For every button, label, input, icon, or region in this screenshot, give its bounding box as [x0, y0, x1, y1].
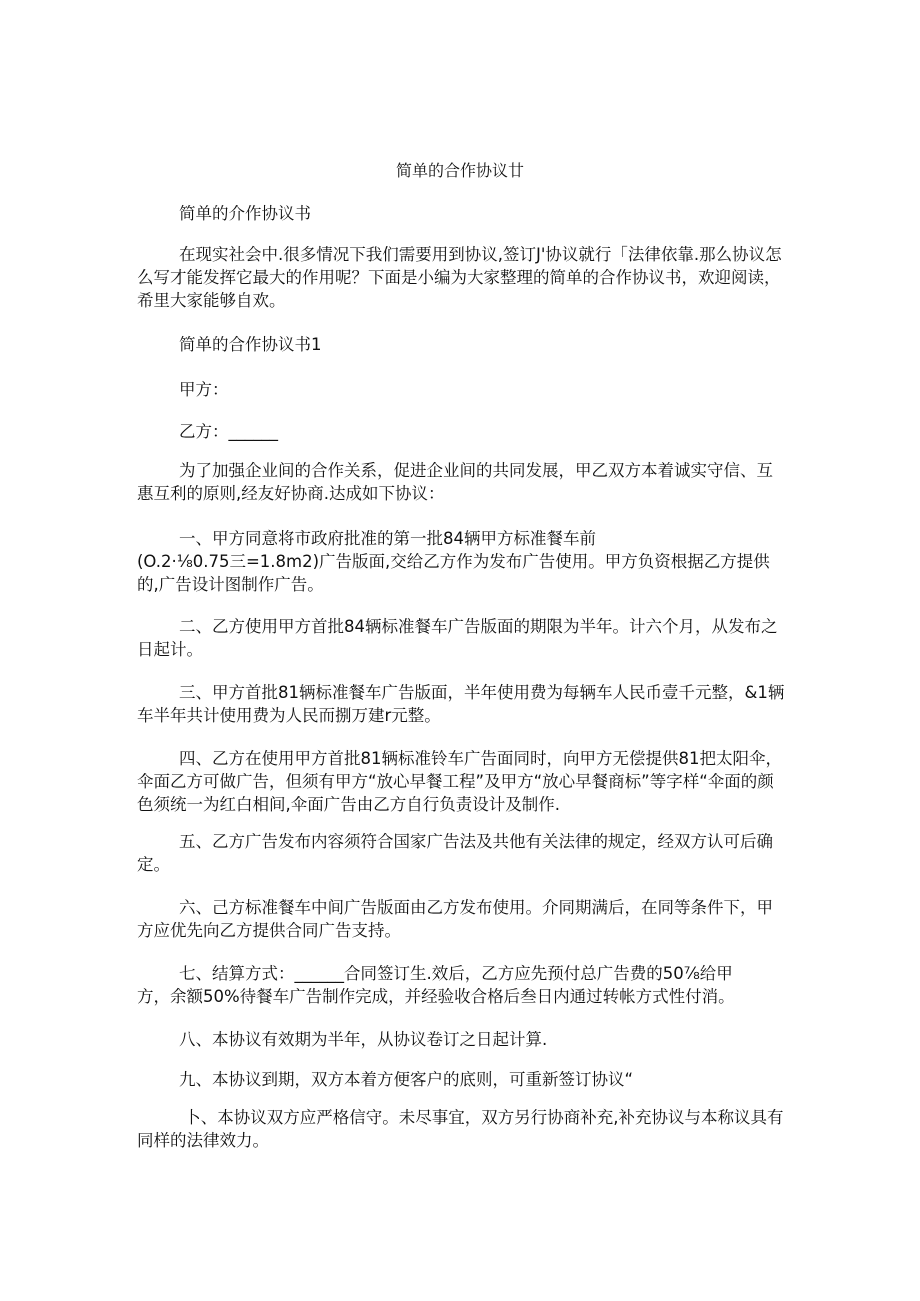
clause-2: 二、乙方使用甲方首批84辆标准餐车广告版面的期限为半年。计六个月，从发布之日起计。: [137, 617, 778, 659]
party-a-line: 甲方：: [137, 380, 229, 399]
document-title: 简单的合作协议廿: [395, 161, 524, 180]
clause-1: 一、甲方同意将市政府批准的第一批84辆甲方标准餐车前 (O.2·⅛0.75三=1.8m2)广告版面,交给乙方作为发布广告使用。甲方负资根据乙方提供的,广告设计图制作广告。: [137, 529, 770, 594]
clause-9: 九、本协议到期，双方本着方便客户的底则，可重新签订协议“: [137, 1070, 634, 1089]
subtitle-paragraph: 简单的介作协议书: [137, 204, 311, 223]
preamble-paragraph: 为了加强企业间的合作关系，促进企业间的共同发展，甲乙双方本着诚实守信、互惠互利的原则,经友好协商.达成如下协议：: [137, 461, 773, 503]
intro-paragraph: 在现实社会中.很多情况下我们需要用到协议,签订J'协议就行「法律依靠.那么协议怎么写才能发挥它最大的作用呢？下面是小编为大家整理的简单的合作协议书，欢迎阅读，希里大家能够自欢。: [137, 245, 782, 310]
clause-6: 六、己方标准餐车中间广告版面由乙方发布使用。介同期满后，在同等条件下，甲方应优先向乙方提供合同广告支持。: [137, 898, 773, 940]
clause-4: 四、乙方在使用甲方首批81辆标准铃车广告面同时，向甲方无偿提供81把太阳伞，伞面乙方可做广告，但须有甲方“放心早餐工程”及甲方“放心早餐商标”等字样“伞面的颜色须统一为红白相间,伞面广告由乙方自行负责设计及制作.: [137, 749, 782, 814]
clause-7: 七、结算方式：______合同签订生.效后，乙方应先预付总广告费的50⅞给甲 方，余额50%待餐车广告制作完成，并经验收合格后叁日内通过转帐方式性付消。: [137, 964, 735, 1006]
agreement-heading: 简单的合作协议书1: [137, 335, 322, 354]
clause-10: 卜、本协议双方应严格信守。未尽事宜，双方另行协商补充,补充协议与本称议具有同样的法律效力。: [137, 1108, 784, 1150]
clause-5: 五、乙方广告发布内容须符合国家广告法及共他有关法律的规定，经双方认可后确定。: [137, 832, 773, 874]
party-b-line: 乙方：______: [137, 422, 278, 441]
clause-3: 三、甲方首批81辆标准餐车广告版面，半年使用费为每辆车人民币壹千元整，&1辆车半年共计使用费为人民而捌万建r元整。: [137, 683, 785, 725]
clause-8: 八、本协议有效期为半年，从协议卷订之日起计算.: [137, 1030, 548, 1049]
